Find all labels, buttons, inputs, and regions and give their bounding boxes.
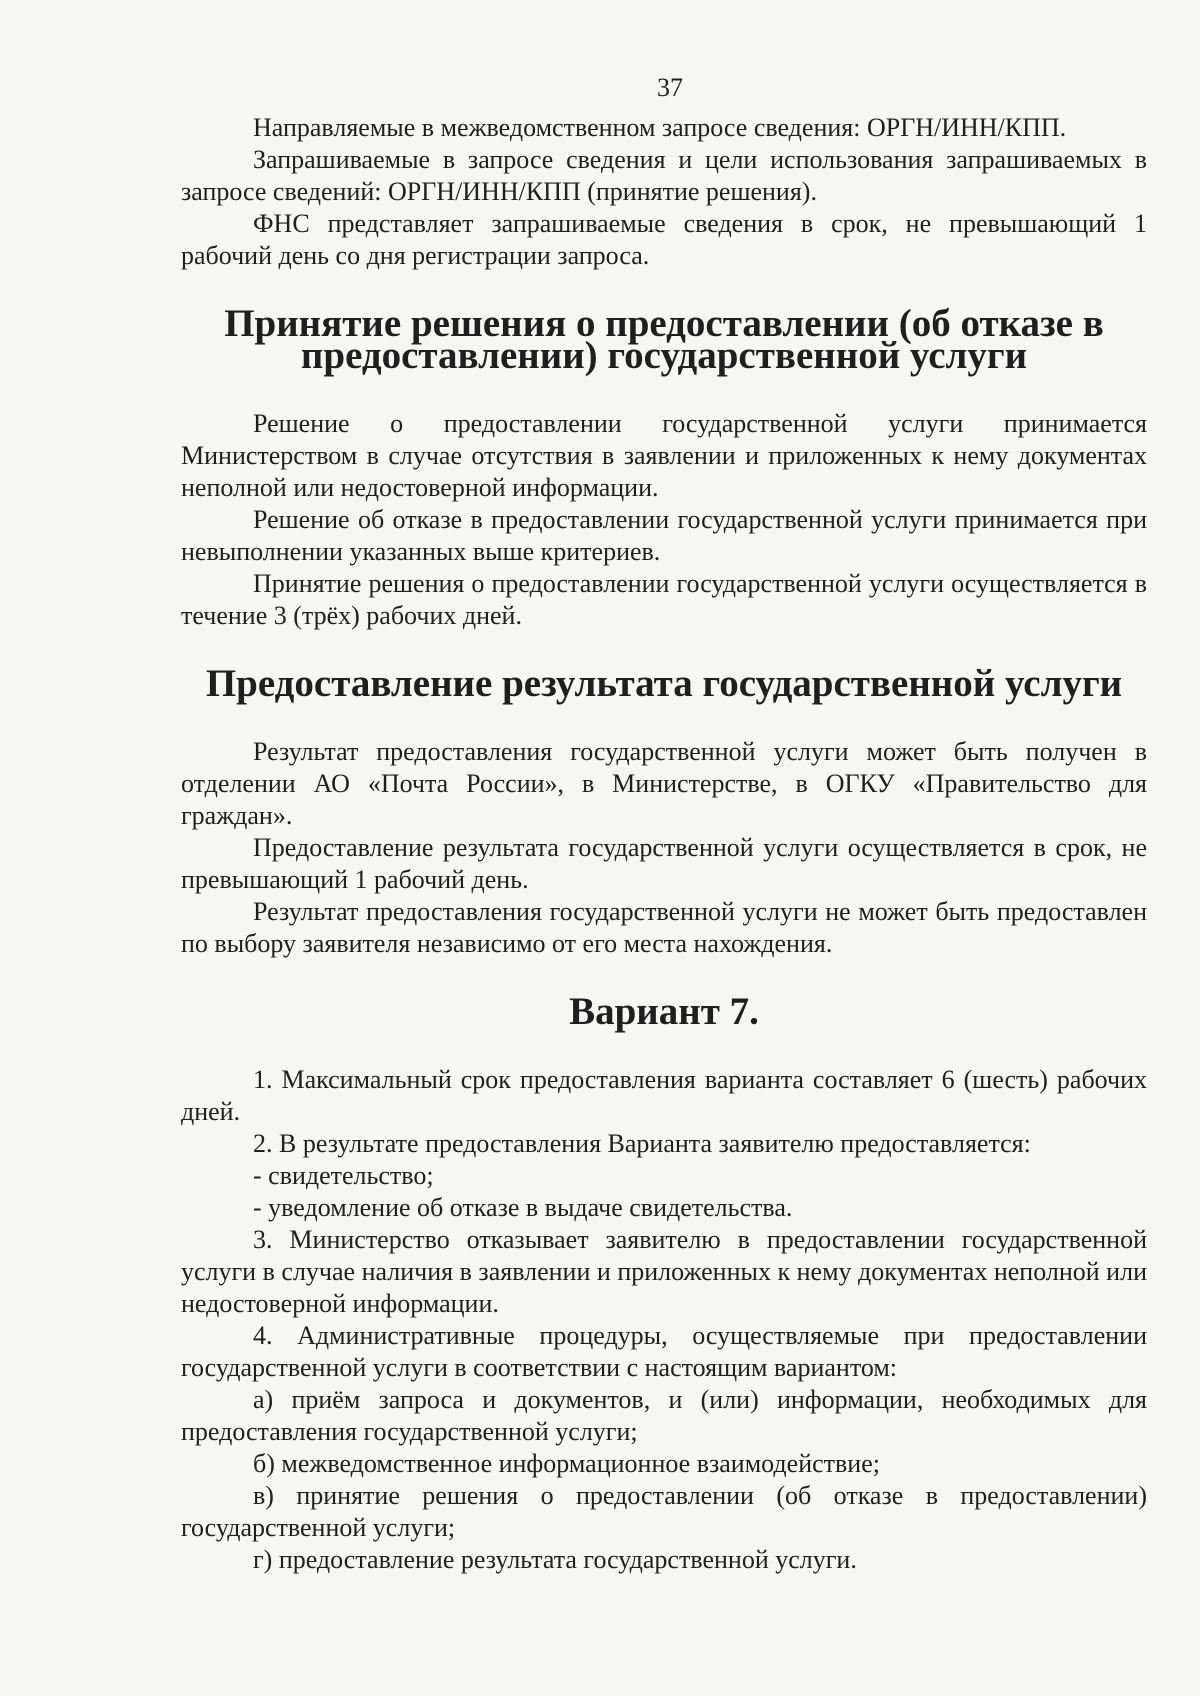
paragraph: Предоставление результата государственной услуги осуществляется в срок, не превышающий 1 рабочий день.: [181, 833, 1147, 894]
paragraph: Решение о предоставлении государственной услуги принимается Министерством в случае отсутствия в заявлении и приложенных к нему документах неполной или недостоверной информации.: [181, 409, 1147, 502]
paragraph: ФНС представляет запрашиваемые сведения в срок, не превышающий 1 рабочий день со дня регистрации запроса.: [181, 209, 1147, 270]
list-paragraph: 3. Министерство отказывает заявителю в предоставлении государственной услуги в случае наличия в заявлении и приложенных к нему документах неполной или недостоверной информации.: [181, 1225, 1147, 1318]
paragraph: Принятие решения о предоставлении государственной услуги осуществляется в течение 3 (трёх) рабочих дней.: [181, 569, 1147, 630]
paragraph: Запрашиваемые в запросе сведения и цели использования запрашиваемых в запросе сведений: ОРГН/ИНН/КПП (принятие решения).: [181, 145, 1147, 206]
page-number: 37: [657, 73, 683, 102]
section-heading: Вариант 7.: [569, 990, 759, 1033]
paragraph: Результат предоставления государственной услуги может быть получен в отделении АО «Почта России», в Министерстве, в ОГКУ «Правительство для граждан».: [181, 737, 1147, 830]
list-paragraph: - свидетельство;: [253, 1161, 434, 1190]
list-paragraph: 2. В результате предоставления Варианта заявителю предоставляется:: [253, 1129, 1031, 1158]
list-paragraph: а) приём запроса и документов, и (или) информации, необходимых для предоставления государственной услуги;: [181, 1385, 1147, 1446]
document-body: [181, 112, 1147, 1576]
paragraph: Результат предоставления государственной услуги не может быть предоставлен по выбору заявителя независимо от его места нахождения.: [181, 897, 1147, 958]
paragraph: Решение об отказе в предоставлении государственной услуги принимается при невыполнении указанных выше критериев.: [181, 505, 1147, 566]
list-paragraph: г) предоставление результата государственной услуги.: [253, 1545, 857, 1574]
list-paragraph: 4. Административные процедуры, осуществляемые при предоставлении государственной услуги в соответствии с настоящим вариантом:: [181, 1321, 1147, 1382]
section-heading: Принятие решения о предоставлении (об отказе в предоставлении) государственной услуги: [224, 302, 1104, 377]
list-paragraph: в) принятие решения о предоставлении (об отказе в предоставлении) государственной услуги;: [181, 1481, 1147, 1542]
list-paragraph: 1. Максимальный срок предоставления варианта составляет 6 (шесть) рабочих дней.: [181, 1065, 1147, 1126]
section-heading: Предоставление результата государственной услуги: [205, 662, 1123, 705]
list-paragraph: - уведомление об отказе в выдаче свидетельства.: [253, 1193, 793, 1222]
paragraph: Направляемые в межведомственном запросе сведения: ОРГН/ИНН/КПП.: [253, 113, 1067, 142]
list-paragraph: б) межведомственное информационное взаимодействие;: [253, 1449, 880, 1478]
